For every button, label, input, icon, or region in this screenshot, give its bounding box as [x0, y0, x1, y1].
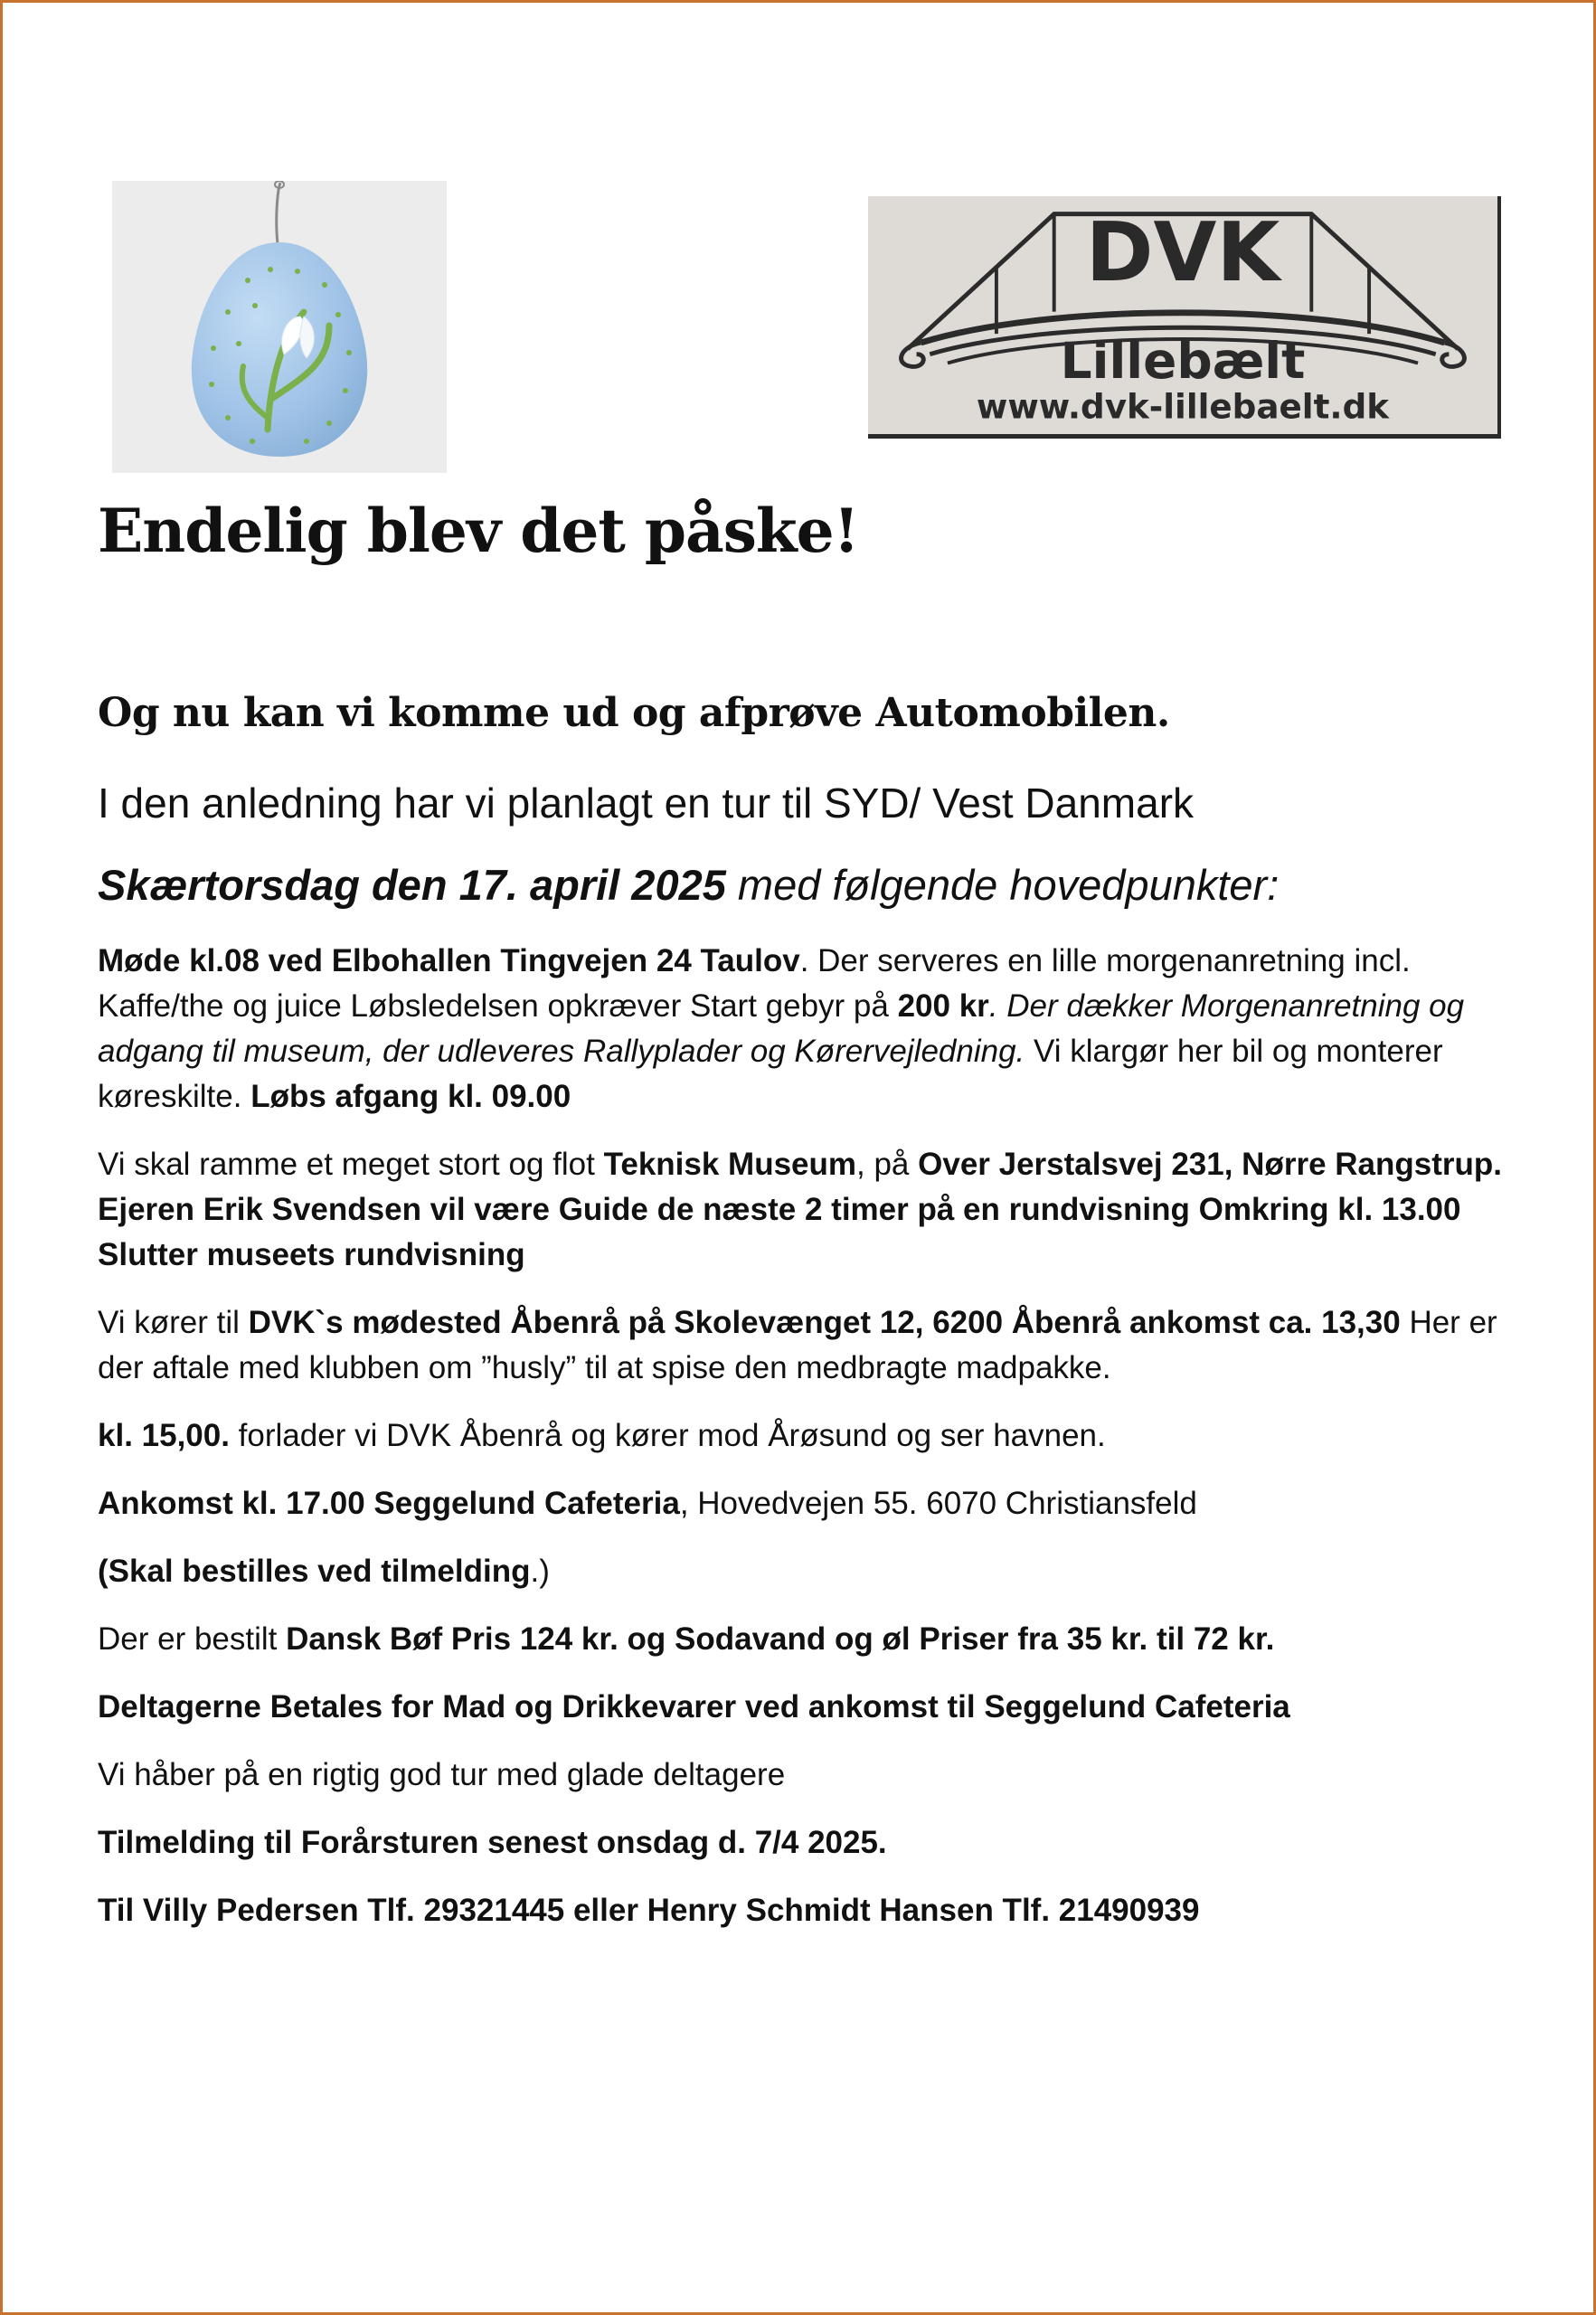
paragraph-contacts: [98, 1888, 1544, 1933]
event-date: Skærtorsdag den 17. april 2025: [98, 861, 726, 909]
aarosund-text: forlader vi DVK Åbenrå og kører mod Årøsund og ser havnen.: [229, 1418, 1106, 1453]
easter-egg-image: [112, 181, 447, 473]
meeting-details: . Der serveres en lille morgenanretning incl. Kaffe/the og juice Løbsledelsen opkræver Start gebyr på: [98, 943, 1411, 1024]
paragraph-arrival: [98, 1481, 1544, 1526]
page-title: Endelig blev det påske!: [98, 496, 859, 566]
museum-sep: , på: [856, 1147, 919, 1182]
arrival-cafeteria: Ankomst kl. 17.00 Seggelund Cafeteria: [98, 1486, 680, 1521]
departure-time: Løbs afgang kl. 09.00: [250, 1079, 571, 1114]
payment-note: Deltagerne Betales for Mad og Drikkevarer ved ankomst til Seggelund Cafeteria: [98, 1689, 1290, 1724]
paragraph-booking-note: [98, 1549, 1544, 1594]
contact-info: Til Villy Pedersen Tlf. 29321445 eller Henry Schmidt Hansen Tlf. 21490939: [98, 1893, 1200, 1928]
booking-note: (Skal bestilles ved tilmelding: [98, 1554, 531, 1589]
menu-prices: Dansk Bøf Pris 124 kr. og Sodavand og øl Priser fra 35 kr. til 72 kr.: [286, 1621, 1275, 1657]
logo-region-text: Lillebælt: [1060, 332, 1306, 391]
aabenraa-intro: Vi kører til: [98, 1305, 249, 1340]
paragraph-meeting: [98, 939, 1544, 1120]
menu-intro: Der er bestilt: [98, 1621, 287, 1657]
aabenraa-details: Her er der aftale med klubben om ”husly” til at spise den medbragte madpakke.: [98, 1305, 1497, 1385]
paragraph-aabenraa: [98, 1300, 1544, 1391]
date-line-rest: med følgende hovedpunkter:: [725, 861, 1280, 909]
registration-deadline: Tilmelding til Forårsturen senest onsdag d. 7/4 2025.: [98, 1825, 887, 1860]
museum-name: Teknisk Museum: [603, 1147, 857, 1182]
museum-intro: Vi skal ramme et meget stort og flot: [98, 1147, 604, 1182]
paragraph-museum: [98, 1142, 1544, 1278]
meeting-place: Møde kl.08 ved Elbohallen Tingvejen 24 Taulov: [98, 943, 800, 978]
paragraph-departure-aabenraa: [98, 1413, 1544, 1459]
intro-text: I den anledning har vi planlagt en tur til SYD/ Vest Danmark: [98, 780, 1195, 827]
cafeteria-address: , Hovedvejen 55. 6070 Christiansfeld: [679, 1486, 1197, 1521]
museum-details: Over Jerstalsvej 231, Nørre Rangstrup. Ejeren Erik Svendsen vil være Guide de næste 2 timer på en rundvisning Omkring kl. 13.00 Slutter museets rundvisning: [98, 1147, 1502, 1272]
car-prep-text: Vi klargør her bil og monterer køreskilte.: [98, 1034, 1443, 1114]
booking-note-end: .): [530, 1554, 550, 1589]
logo-website-text: www.dvk-lillebaelt.dk: [976, 386, 1390, 427]
paragraph-menu: [98, 1617, 1544, 1662]
program-body: [98, 939, 1544, 1956]
time-15: kl. 15,00.: [98, 1418, 230, 1453]
fee-covers-note: . Der dækker Morgenanretning og adgang til museum, der udleveres Rallyplader og Kørervejledning.: [98, 988, 1465, 1069]
logo-brand-text: DVK: [1085, 205, 1280, 301]
page-subtitle: Og nu kan vi komme ud og afprøve Automobilen.: [98, 690, 1170, 736]
wishes-text: Vi håber på en rigtig god tur med glade deltagere: [98, 1757, 786, 1792]
paragraph-wishes: [98, 1753, 1544, 1798]
paragraph-payment: [98, 1685, 1544, 1730]
aabenraa-location: DVK`s mødested Åbenrå på Skolevænget 12, 6200 Åbenrå ankomst ca. 13,30: [248, 1305, 1401, 1340]
paragraph-registration: [98, 1820, 1544, 1866]
date-line: [98, 860, 1279, 910]
start-fee: 200 kr: [897, 988, 989, 1024]
dvk-lillebaelt-logo: [868, 196, 1501, 439]
